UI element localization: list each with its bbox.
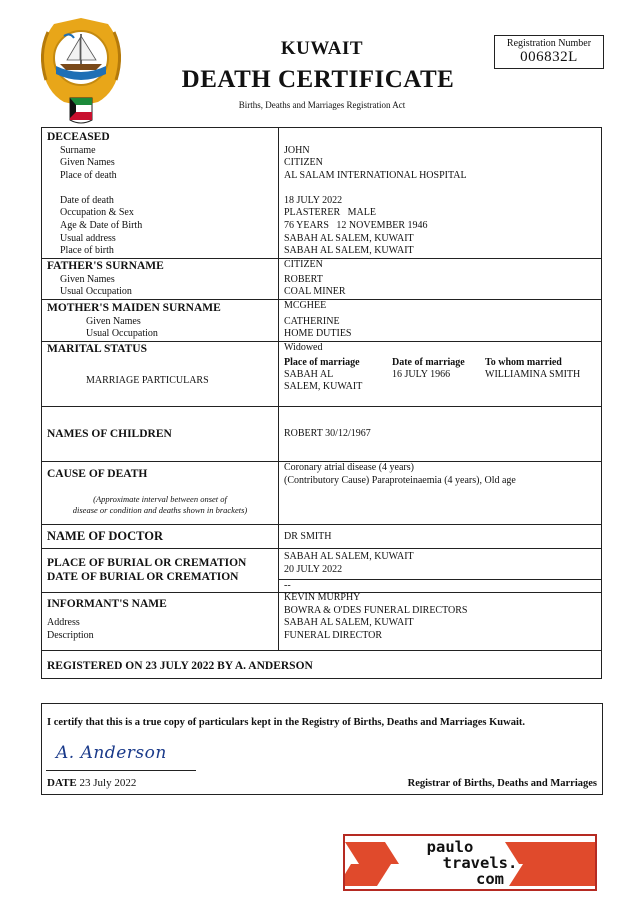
surname-label: Surname: [60, 145, 96, 156]
cause-note-line1: (Approximate interval between onset of: [93, 494, 227, 504]
doctor-heading: NAME OF DOCTOR: [47, 529, 163, 543]
mother-heading: MOTHER'S MAIDEN SURNAME: [47, 302, 221, 314]
informant-address-value: SABAH AL SALEM, KUWAIT: [284, 617, 414, 628]
father-given-label: Given Names: [60, 274, 115, 285]
place-of-death-value: AL SALAM INTERNATIONAL HOSPITAL: [284, 170, 467, 181]
place-of-birth-value: SABAH AL SALEM, KUWAIT: [284, 245, 414, 256]
date-of-marriage-header: Date of marriage: [392, 357, 465, 368]
surname-value: JOHN: [284, 145, 310, 156]
registrar-title: Registrar of Births, Deaths and Marriages: [407, 778, 597, 789]
father-occupation-value: COAL MINER: [284, 286, 346, 297]
age-dob-label: Age & Date of Birth: [60, 220, 143, 231]
place-of-death-label: Place of death: [60, 170, 117, 181]
paulo-travels-logo: [343, 834, 597, 891]
doctor-value: DR SMITH: [284, 531, 332, 542]
occupation-sex-value: PLASTERER MALE: [284, 207, 376, 218]
mother-surname-value: MCGHEE: [284, 300, 327, 311]
date-of-marriage-value: 16 JULY 1966: [392, 369, 451, 380]
informant-company-value: BOWRA & O'DES FUNERAL DIRECTORS: [284, 605, 468, 616]
registration-box: [494, 35, 604, 69]
father-heading: FATHER'S SURNAME: [47, 260, 164, 272]
cause-line1: Coronary atrial disease (4 years): [284, 462, 414, 473]
father-surname-value: CITIZEN: [284, 259, 323, 270]
cause-line2: (Contributory Cause) Paraproteinaemia (4 years), Old age: [284, 475, 516, 486]
cause-heading: CAUSE OF DEATH: [47, 468, 148, 480]
place-of-marriage-line2: SALEM, KUWAIT: [284, 381, 363, 392]
children-value: ROBERT 30/12/1967: [284, 428, 371, 439]
certification-date-label: DATE: [47, 777, 77, 789]
cause-note-line2: disease or condition and deaths shown in brackets): [72, 505, 248, 515]
particulars-table: [41, 127, 602, 679]
marital-heading: MARITAL STATUS: [47, 343, 148, 355]
usual-address-value: SABAH AL SALEM, KUWAIT: [284, 233, 414, 244]
registrar-signature: A. Anderson: [56, 743, 167, 763]
age-dob-value: 76 YEARS 12 NOVEMBER 1946: [284, 220, 428, 231]
document-subtitle: Births, Deaths and Marriages Registration Act: [238, 100, 406, 110]
mother-occupation-label: Usual Occupation: [86, 328, 158, 339]
certification-date-value: 23 July 2022: [79, 777, 137, 789]
burial-extra-value: --: [284, 580, 291, 591]
place-of-marriage-header: Place of marriage: [284, 357, 360, 368]
burial-date-heading: DATE OF BURIAL OR CREMATION: [47, 571, 239, 583]
date-of-death-value: 18 JULY 2022: [284, 195, 343, 206]
informant-description-value: FUNERAL DIRECTOR: [284, 630, 383, 641]
date-of-death-label: Date of death: [60, 195, 114, 206]
deceased-heading: DECEASED: [47, 131, 110, 143]
mother-occupation-value: HOME DUTIES: [284, 328, 352, 339]
informant-address-label: Address: [47, 617, 80, 628]
mother-given-value: CATHERINE: [284, 316, 340, 327]
registration-label: Registration Number: [506, 38, 592, 49]
marital-status-value: Widowed: [284, 342, 323, 353]
place-of-birth-label: Place of birth: [60, 245, 114, 256]
informant-name-value: KEVIN MURPHY: [284, 592, 361, 603]
country-title: KUWAIT: [280, 38, 364, 59]
father-occupation-label: Usual Occupation: [60, 286, 132, 297]
father-given-value: ROBERT: [284, 274, 323, 285]
burial-place-value: SABAH AL SALEM, KUWAIT: [284, 551, 414, 562]
place-of-marriage-line1: SABAH AL: [284, 369, 334, 380]
burial-place-heading: PLACE OF BURIAL OR CREMATION: [47, 557, 247, 569]
informant-description-label: Description: [47, 630, 94, 641]
logo-text-line2: travels.: [442, 854, 518, 872]
registration-number: 006832L: [520, 49, 578, 65]
informant-heading: INFORMANT'S NAME: [47, 598, 167, 610]
logo-text-line3: com: [476, 870, 504, 888]
certification-box: [41, 703, 603, 795]
logo-text-line1: paulo: [426, 838, 474, 856]
given-names-value: CITIZEN: [284, 157, 323, 168]
usual-address-label: Usual address: [60, 233, 116, 244]
to-whom-married-header: To whom married: [485, 357, 562, 368]
children-heading: NAMES OF CHILDREN: [47, 428, 172, 440]
document-title: DEATH CERTIFICATE: [181, 66, 455, 93]
given-names-label: Given Names: [60, 157, 115, 168]
registered-line: REGISTERED ON 23 JULY 2022 BY A. ANDERSON: [47, 660, 313, 672]
burial-date-value: 20 JULY 2022: [284, 564, 343, 575]
marriage-particulars-label: MARRIAGE PARTICULARS: [86, 375, 209, 386]
mother-given-label: Given Names: [86, 316, 141, 327]
occupation-sex-label: Occupation & Sex: [60, 207, 134, 218]
to-whom-married-value: WILLIAMINA SMITH: [485, 369, 581, 380]
certification-statement: I certify that this is a true copy of particulars kept in the Registry of Births, Deaths and Marriages Kuwait.: [47, 717, 525, 728]
